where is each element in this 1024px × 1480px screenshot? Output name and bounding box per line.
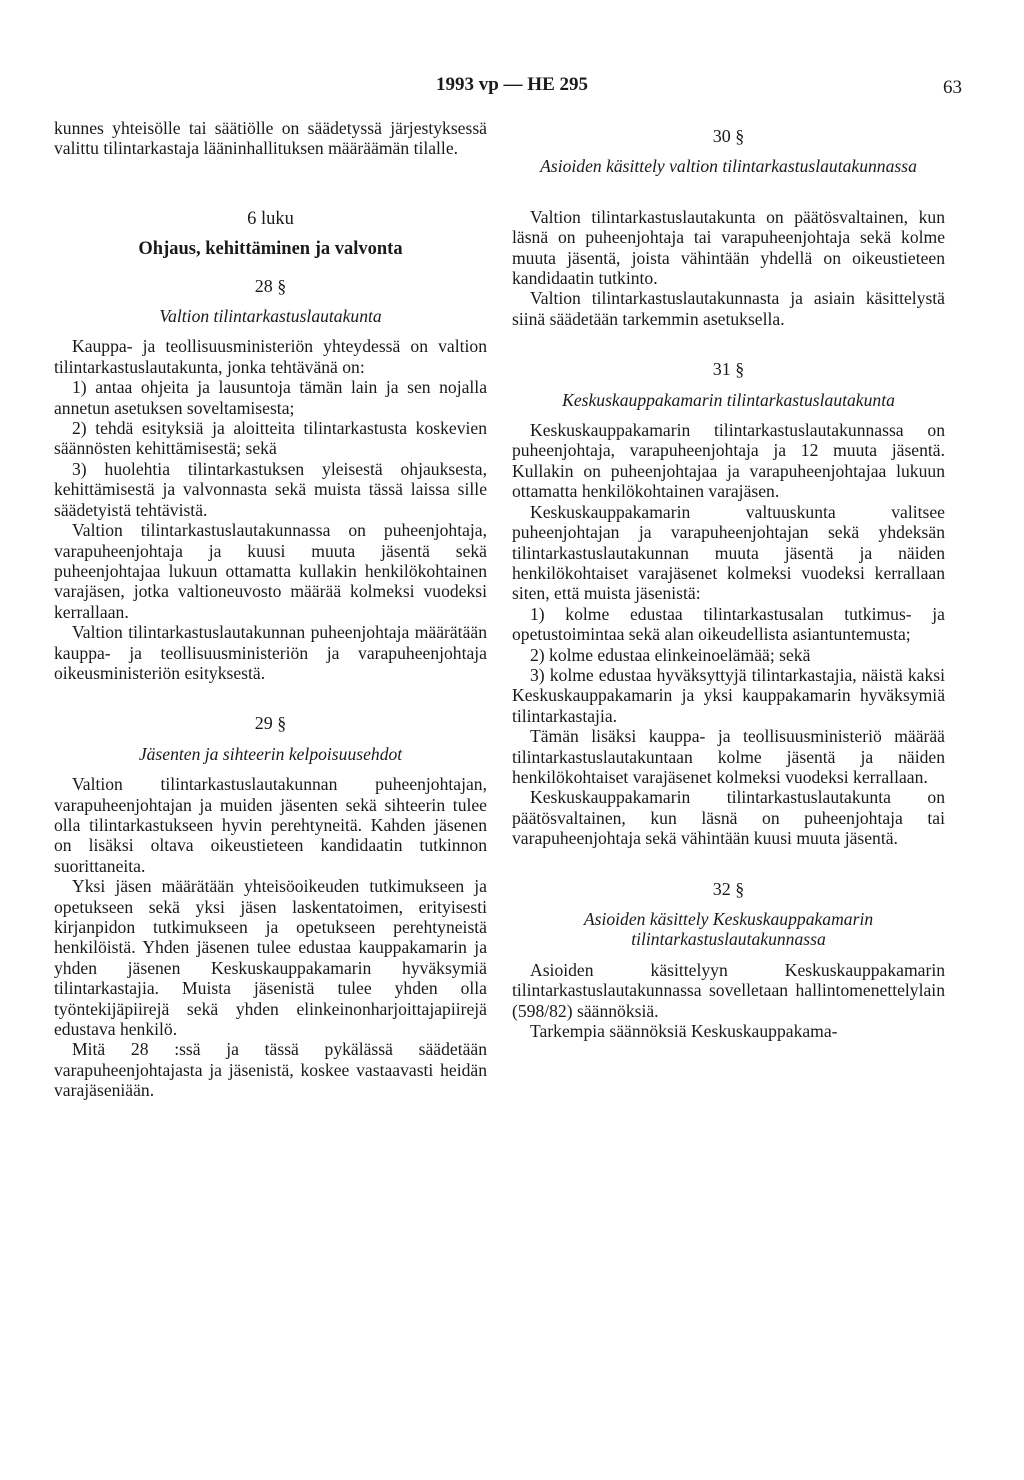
section-32-title: Asioiden käsittely Keskuskauppakamarin tilintarkastuslautakunnassa xyxy=(583,909,874,950)
section-31-title: Keskuskauppakamarin tilintarkastuslautakunta xyxy=(562,389,895,410)
section-28-title: Valtion tilintarkastuslautakunta xyxy=(159,306,382,327)
section-30-title: Asioiden käsittely valtion tilintarkastuslautakunnassa xyxy=(540,156,917,177)
section-31-item-2: 2) kolme edustaa elinkeinoelämää; sekä xyxy=(530,644,811,665)
section-29-paragraph-1: Valtion tilintarkastuslautakunnan puheenjohtajan, varapuheenjohtajan ja muiden jäsenten sekä sihteerin tulee olla tilintarkastukseen hyvin perehtyneitä. Kahden jäsenen on lisäksi oltava oikeustieteen kandidaatin tutkinnon suorittaneita. xyxy=(54,774,487,876)
section-29-title: Jäsenten ja sihteerin kelpoisuusehdot xyxy=(138,743,403,764)
section-29-number: 29 § xyxy=(254,713,287,734)
section-31-paragraph-1: Keskuskauppakamarin tilintarkastuslautakunnassa on puheenjohtaja, varapuheenjohtaja ja 12 muuta jäsentä. Kullakin on puheenjohtajaa ja varapuheenjohtajaa lukuun ottamatta henkilökohtainen varajäsen. xyxy=(512,420,945,502)
page-header xyxy=(0,74,1024,98)
section-32-paragraph-1: Asioiden käsittelyyn Keskuskauppakamarin tilintarkastuslautakunnassa sovelletaan hallintomenettelylain (598/82) säännöksiä. xyxy=(512,959,945,1021)
section-32-paragraph-2: Tarkempia säännöksiä Keskuskauppakama- xyxy=(530,1021,838,1042)
section-31-paragraph-3: Tämän lisäksi kauppa- ja teollisuusministeriö määrää tilintarkastuslautakuntaan kolme jäsentä ja näiden henkilökohtaiset varajäsenet kolmeksi vuodeksi kerrallaan. xyxy=(512,726,945,787)
section-30-paragraph-2: Valtion tilintarkastuslautakunnasta ja asiain käsittelystä siinä säädetään tarkemmin asetuksella. xyxy=(512,288,945,329)
section-31-item-3: 3) kolme edustaa hyväksyttyjä tilintarkastajia, näistä kaksi Keskuskauppakamarin ja yksi kauppakamarin hyväksymiä tilintarkastajia. xyxy=(512,664,945,726)
right-column xyxy=(512,118,945,1041)
section-31-paragraph-2: Keskuskauppakamarin valtuuskunta valitsee puheenjohtajan ja varapuheenjohtajan sekä yhdeksän tilintarkastuslautakunnan muuta jäsentä ja näiden henkilökohtaiset varajäsenet kolmeksi vuodeksi kerrallaan siten, että muista jäsenistä: xyxy=(512,501,945,604)
section-31-item-1: 1) kolme edustaa tilintarkastusalan tutkimus- ja opetustoimintaa sekä alan oikeudellista asiantuntemusta; xyxy=(512,603,945,645)
continued-paragraph: kunnes yhteisölle tai säätiölle on säädetyssä järjestyksessä valittu tilintarkastaja lääninhallituksen määräämän tilalle. xyxy=(54,118,487,159)
section-28-paragraph-3: Valtion tilintarkastuslautakunnan puheenjohtaja määrätään kauppa- ja teollisuusministeriön ja varapuheenjohtaja oikeusministeriön esityksestä. xyxy=(54,622,487,683)
section-31-number: 31 § xyxy=(712,359,745,380)
section-29-paragraph-3: Mitä 28 :ssä ja tässä pykälässä säädetään varapuheenjohtajasta ja jäsenistä, koskee vastaavasti heidän varajäseniään. xyxy=(54,1039,487,1101)
left-column xyxy=(54,118,487,1101)
section-29-paragraph-2: Yksi jäsen määrätään yhteisöoikeuden tutkimukseen ja opetukseen sekä yksi jäsen laskentatoimen, erityisesti kirjanpidon tutkimukseen ja opetukseen perehtyneistä henkilöistä. Yhden jäsenen tulee edustaa kauppakamarin ja yhden jäsenen Keskuskauppakamarin hyväksymiä tilintarkastajia. Muista jäsenistä tulee yhden olla työntekijäpiirejä sekä yhden elinkeinonharjoittajapiirejä edustava henkilö. xyxy=(54,876,487,1040)
section-28-number: 28 § xyxy=(254,275,287,296)
section-28-item-2: 2) tehdä esityksiä ja aloitteita tilintarkastusta koskevien säännösten kehittämisestä; sekä xyxy=(54,418,487,459)
chapter-number: 6 luku xyxy=(247,208,294,229)
section-28-paragraph-2: Valtion tilintarkastuslautakunnassa on puheenjohtaja, varapuheenjohtaja ja kuusi muuta jäsentä sekä puheenjohtajaa lukuun ottamatta kullakin henkilökohtainen varajäsen, jotka valtioneuvosto määrää kolmeksi vuodeksi kerrallaan. xyxy=(54,520,487,622)
section-30-number: 30 § xyxy=(712,126,745,146)
section-30-paragraph-1: Valtion tilintarkastuslautakunta on päätösvaltainen, kun läsnä on puheenjohtaja tai varapuheenjohtaja sekä kolme muuta jäsentä, joista vähintään yhdellä on oikeustieteen kandidaatin tutkinto. xyxy=(512,206,945,289)
section-31-paragraph-4: Keskuskauppakamarin tilintarkastuslautakunta on päätösvaltainen, kun läsnä on puheenjohtaja tai varapuheenjohtaja sekä vähintään kuusi muuta jäsentä. xyxy=(512,787,945,849)
section-28-item-1: 1) antaa ohjeita ja lausuntoja tämän lain ja sen nojalla annetun asetuksen soveltamisesta; xyxy=(54,377,487,418)
section-28-paragraph-1: Kauppa- ja teollisuusministeriön yhteydessä on valtion tilintarkastuslautakunta, jonka tehtävänä on: xyxy=(54,336,487,377)
page-number: 63 xyxy=(943,77,962,98)
running-title: 1993 vp — HE 295 xyxy=(435,74,589,95)
section-28-item-3: 3) huolehtia tilintarkastuksen yleisestä ohjauksesta, kehittämisestä ja valvonnasta sekä muista tässä laissa sille säädetyistä tehtävistä. xyxy=(54,458,487,520)
chapter-title: Ohjaus, kehittäminen ja valvonta xyxy=(138,239,403,260)
section-32-number: 32 § xyxy=(712,878,745,899)
